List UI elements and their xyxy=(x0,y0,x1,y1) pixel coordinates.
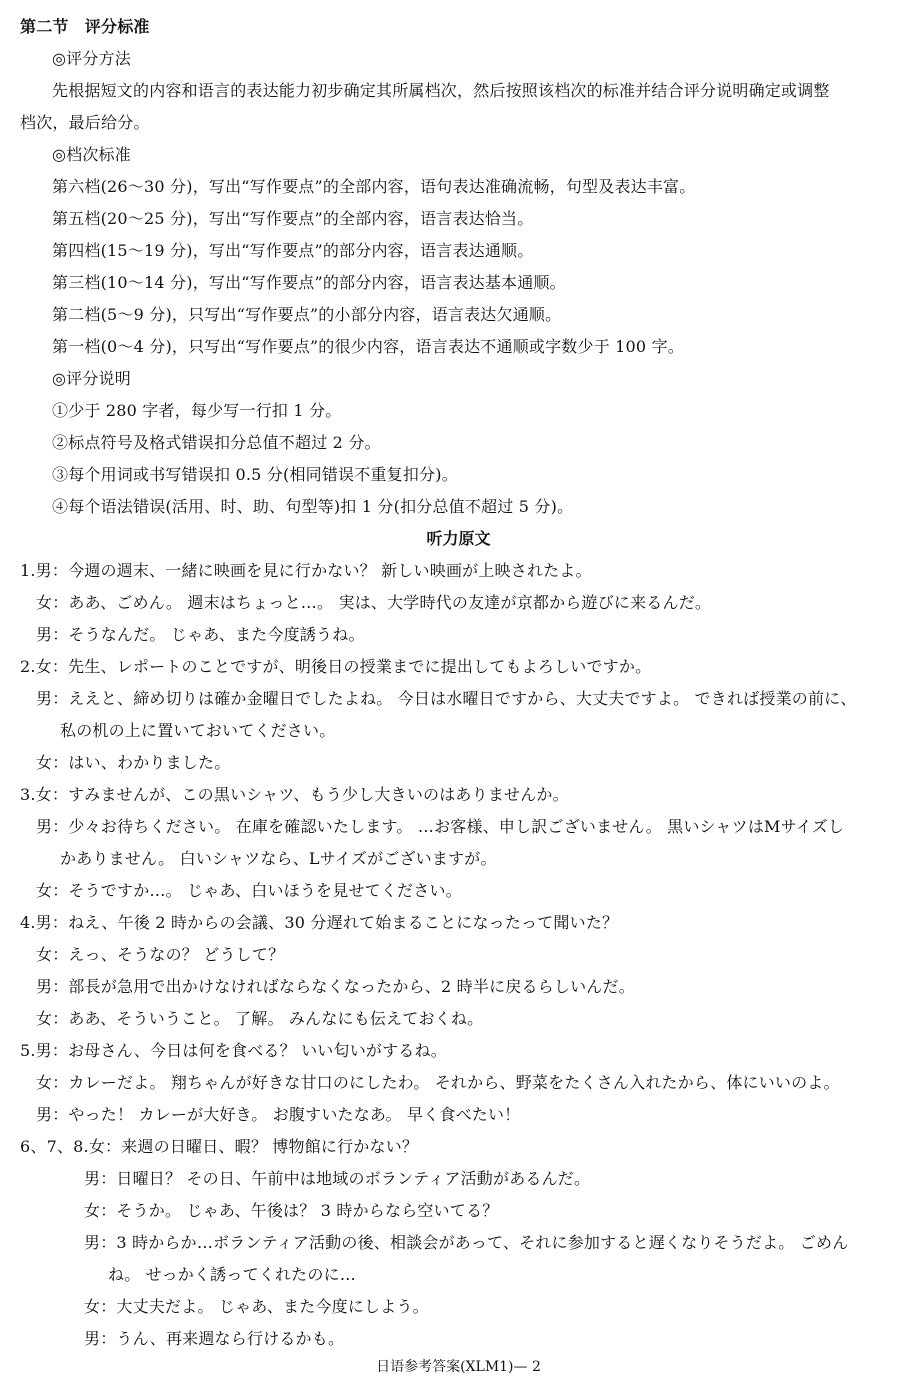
page-footer: 日语参考答案(XLM1)— 2 xyxy=(376,1359,541,1375)
transcript-line: 男：ええと、締め切りは確か金曜日でしたよね。 今日は水曜日ですから、大丈夫ですよ。 できれば授業の前に、 xyxy=(36,689,857,708)
transcript-line: 男：部長が急用で出かけなければならなくなったから、2 時半に戻るらしいんだ。 xyxy=(36,977,635,996)
transcript-line: 女：ああ、ごめん。 週末はちょっと…。 実は、大学時代の友達が京都から遊びに来るんだ。 xyxy=(36,593,712,612)
grade-item: 第四档(15～19 分)，写出“写作要点”的部分内容，语言表达通顺。 xyxy=(52,241,534,260)
transcript-line: かありません。 白いシャツなら、Lサイズがございますが。 xyxy=(60,849,497,868)
grade-item: 第五档(20～25 分)，写出“写作要点”的全部内容，语言表达恰当。 xyxy=(52,209,534,228)
transcript-line: 女：えっ、そうなの？ どうして？ xyxy=(36,945,285,964)
note-item: ①少于 280 字者，每少写一行扣 1 分。 xyxy=(52,401,342,420)
transcript-line: 男：少々お待ちください。 在庫を確認いたします。 …お客様、申し訳ございません。 黒いシャツはMサイズし xyxy=(36,817,845,836)
transcript-line: 男：うん、再来週なら行けるかも。 xyxy=(84,1329,345,1348)
transcript-line: 2.女：先生、レポートのことですが、明後日の授業までに提出してもよろしいですか。 xyxy=(20,657,652,676)
transcript-line: ね。 せっかく誘ってくれたのに… xyxy=(108,1265,356,1284)
note-item: ④每个语法错误(活用、时、助、句型等)扣 1 分(扣分总值不超过 5 分)。 xyxy=(52,497,574,516)
transcript-line: 4.男：ねえ、午後 2 時からの会議、30 分遅れて始まることになったって聞いた？ xyxy=(20,913,619,932)
transcript-line: 男：そうなんだ。 じゃあ、また今度誘うね。 xyxy=(36,625,365,644)
grade-item: 第一档(0～4 分)，只写出“写作要点”的很少内容，语言表达不通顺或字数少于 100 字。 xyxy=(52,337,685,356)
transcript-line: 5.男：お母さん、今日は何を食べる？ いい匂いがするね。 xyxy=(20,1041,447,1060)
transcript-line: 男：3 時からか…ボランティア活動の後、相談会があって、それに参加すると遅くなりそうだよ。 ごめん xyxy=(84,1233,849,1252)
transcript-line: 3.女：すみませんが、この黒いシャツ、もう少し大きいのはありませんか。 xyxy=(20,785,569,804)
note-item: ②标点符号及格式错误扣分总值不超过 2 分。 xyxy=(52,433,381,452)
transcript-title: 听力原文 xyxy=(426,529,491,548)
grade-item: 第三档(10～14 分)，写出“写作要点”的部分内容，语言表达基本通顺。 xyxy=(52,273,566,292)
transcript-line: 1.男：今週の週末、一緒に映画を見に行かない？ 新しい映画が上映されたよ。 xyxy=(20,561,592,580)
transcript-line: 男：やった！ カレーが大好き。 お腹すいたなあ。 早く食べたい！ xyxy=(36,1105,521,1124)
transcript-line: 女：はい、わかりました。 xyxy=(36,753,231,772)
method-text-line-1: 先根据短文的内容和语言的表达能力初步确定其所属档次，然后按照该档次的标准并结合评分说明确定或调整 xyxy=(52,81,830,100)
grade-item: 第六档(26～30 分)，写出“写作要点”的全部内容，语句表达准确流畅，句型及表达丰富。 xyxy=(52,177,696,196)
transcript-line: 男：日曜日？ その日、午前中は地域のボランティア活動があるんだ。 xyxy=(84,1169,591,1188)
method-text-line-2: 档次，最后给分。 xyxy=(20,113,150,132)
transcript-line: 6、7、8.女：来週の日曜日、暇？ 博物館に行かない？ xyxy=(20,1137,419,1156)
transcript-line: 女：カレーだよ。 翔ちゃんが好きな甘口のにしたわ。 それから、野菜をたくさん入れたから、体にいいのよ。 xyxy=(36,1073,840,1092)
transcript-line: 女：大丈夫だよ。 じゃあ、また今度にしよう。 xyxy=(84,1297,429,1316)
note-item: ③每个用词或书写错误扣 0.5 分(相同错误不重复扣分)。 xyxy=(52,465,458,484)
transcript-line: 私の机の上に置いておいてください。 xyxy=(60,721,336,740)
grades-heading: ◎档次标准 xyxy=(52,145,131,164)
notes-heading: ◎评分说明 xyxy=(52,369,131,388)
transcript-line: 女：そうか。 じゃあ、午後は？ 3 時からなら空いてる？ xyxy=(84,1201,499,1220)
section-title: 第二节 评分标准 xyxy=(20,17,150,36)
transcript-line: 女：ああ、そういうこと。 了解。 みんなにも伝えておくね。 xyxy=(36,1009,484,1028)
grade-item: 第二档(5～9 分)，只写出“写作要点”的小部分内容，语言表达欠通顺。 xyxy=(52,305,562,324)
method-heading: ◎评分方法 xyxy=(52,49,131,68)
transcript-line: 女：そうですか…。 じゃあ、白いほうを見せてください。 xyxy=(36,881,462,900)
